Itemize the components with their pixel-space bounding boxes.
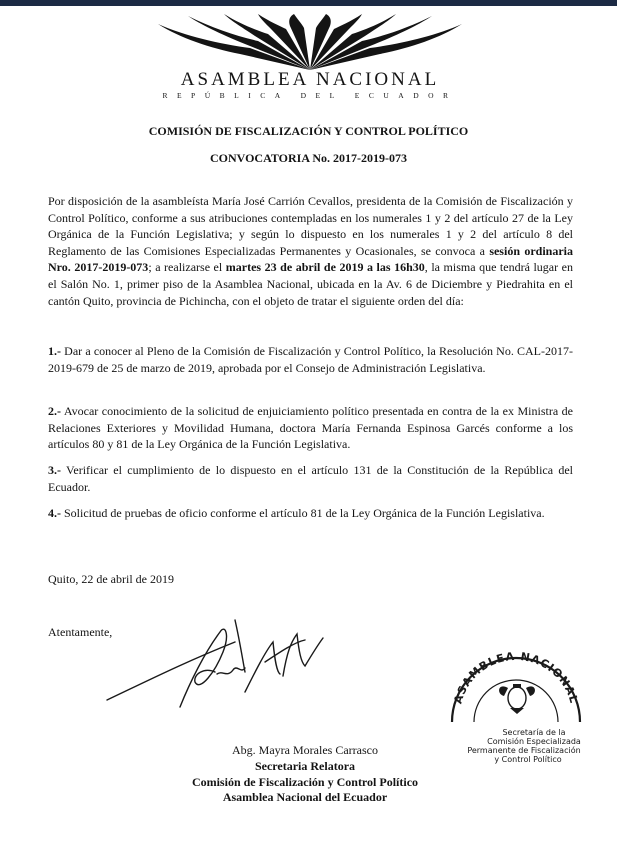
institution-logo — [140, 14, 480, 104]
session-number: sesión ordinaria Nro. 2017-2019-073 — [48, 243, 573, 275]
top-border — [0, 0, 617, 6]
seal-line-1: Secretaría de la — [502, 728, 566, 737]
agenda-number: 1.- — [48, 344, 61, 358]
intro-paragraph — [48, 193, 573, 309]
agenda-item-4 — [48, 505, 573, 522]
agenda-item-2 — [48, 403, 573, 453]
seal-line-4: y Control Político — [494, 755, 562, 764]
agenda-number: 4.- — [48, 506, 61, 520]
intro-text-1: Por disposición de la asambleísta María José Carrión Cevallos, presidenta de la Comisión de Fiscalización y Control Político, conforme a sus atribuciones contempladas en los numerales 1 y 2 del artículo 27 de la Ley Orgánica de la Función Legislativa; y según lo dispuesto en los numerales 1 y 2 del artículo 8 del Reglamento de las Comisiones Especializadas Permanentes y Ocasionales, se convoca a — [48, 194, 573, 258]
wing-emblem-icon — [140, 14, 480, 72]
agenda-text: Solicitud de pruebas de oficio conforme el artículo 81 de la Ley Orgánica de la Función Legislativa. — [61, 506, 545, 520]
place-date: Quito, 22 de abril de 2019 — [48, 572, 174, 586]
agenda-number: 2.- — [48, 404, 61, 418]
intro-text-2: ; a realizarse el — [148, 260, 226, 275]
commission-title: COMISIÓN DE FISCALIZACIÓN Y CONTROL POLÍTICO — [148, 124, 469, 138]
convocation-number: CONVOCATORIA No. 2017-2019-073 — [210, 151, 407, 165]
institution-name: ASAMBLEA NACIONAL — [180, 69, 440, 90]
seal-ring-text: ASAMBLEA NACIONAL — [451, 649, 581, 706]
agenda-number: 3.- — [48, 463, 61, 477]
signatory-commission: Comisión de Fiscalización y Control Político — [191, 774, 419, 789]
seal-line-3: Permanente de Fiscalización — [467, 746, 581, 755]
signatory-block — [130, 743, 480, 806]
agenda-text: Dar a conocer al Pleno de la Comisión de Fiscalización y Control Político, la Resolución No. CAL-2017-2019-679 de 25 de marzo de 2019, aprobada por el Consejo de Administración Legislativa. — [48, 344, 573, 375]
signatory-name: Abg. Mayra Morales Carrasco — [232, 743, 378, 757]
intro-text-3: , la misma que tendrá lugar en el Salón No. 1, primer piso de la Asamblea Nacional, ubicada en la Av. 6 de Diciembre y Piedrahita en el cantón Quito, provincia de Pichincha, con el objeto de tratar el siguiente orden del día: — [48, 260, 573, 308]
seal-line-2: Comisión Especializada — [487, 737, 581, 746]
agenda-item-1 — [48, 343, 573, 376]
signatory-institution: Asamblea Nacional del Ecuador — [222, 790, 388, 805]
session-date-time: martes 23 de abril de 2019 a las 16h30 — [225, 260, 425, 275]
handwritten-signature — [105, 612, 330, 712]
closing-salutation: Atentamente, — [48, 625, 113, 639]
agenda-item-3 — [48, 462, 573, 495]
agenda-text: Avocar conocimiento de la solicitud de enjuiciamiento político presentada en contra de la ex Ministra de Relaciones Exteriores y Movilidad Humana, doctora María Fernanda Espinosa Garcés conforme a los artículos 80 y 81 de la Ley Orgánica de la Función Legislativa. — [48, 404, 573, 452]
coat-of-arms-icon — [499, 684, 535, 714]
institution-subtitle: REPÚBLICA DEL ECUADOR — [162, 91, 458, 100]
agenda-text: Verificar el cumplimiento de lo dispuesto en el artículo 131 de la Constitución de la República del Ecuador. — [48, 463, 573, 494]
signatory-role: Secretaria Relatora — [254, 758, 356, 773]
